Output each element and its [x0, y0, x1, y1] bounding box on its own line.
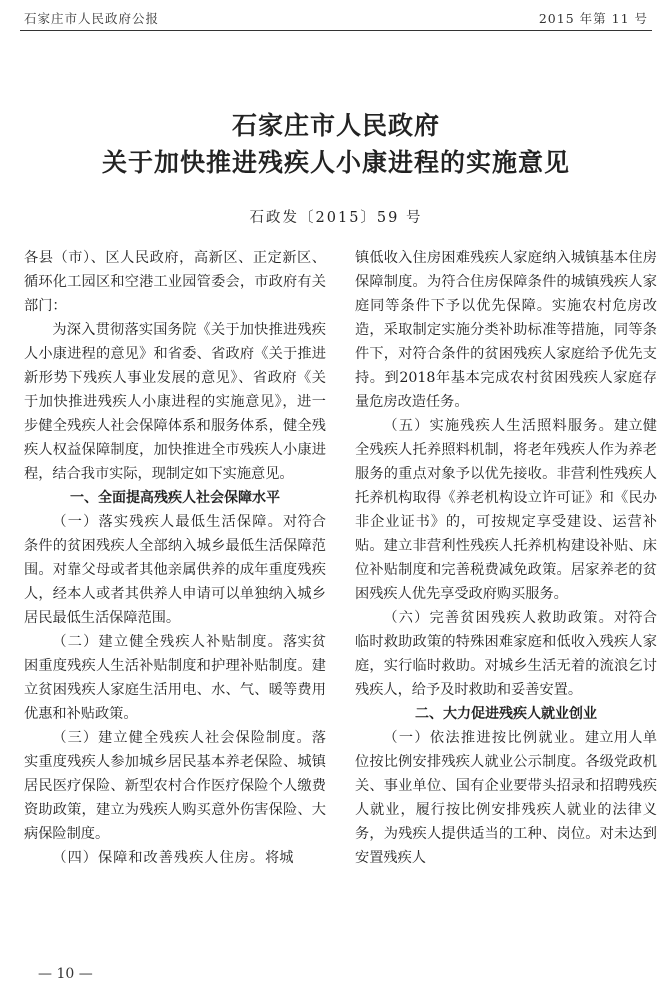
item4-text: 将城 [265, 850, 294, 866]
item3-lead: （三）建立健全残疾人社会保险制度。 [52, 730, 312, 746]
left-column [24, 246, 326, 870]
page-number: — 10 — [38, 966, 93, 982]
document-title-line2: 关于加快推进残疾人小康进程的实施意见 [101, 148, 570, 177]
item5-lead: （五）实施残疾人生活照料服务。 [383, 418, 615, 434]
item3-paragraph [24, 726, 326, 846]
item5-text: 建立健全残疾人托养照料机制，将老年残疾人作为养老服务的重点对象予以优先接收。非营利性残疾人托养机构取得《养老机构设立许可证》和《民办非企业证书》的，可按规定享受建设、运营补贴。建立非营利性残疾人托养机构建设补贴、床位补贴制度和完善税费减免政策。居家养老的贫困残疾人优先享受政府购买服务。 [355, 418, 657, 602]
section1-heading: 一、全面提高残疾人社会保障水平 [70, 490, 280, 506]
item2-lead: （二）建立健全残疾人补贴制度。 [52, 634, 284, 650]
item7-text: 建立用人单位按比例安排残疾人就业公示制度。各级党政机关、事业单位、国有企业要带头招录和招聘残疾人就业，履行按比例安排残疾人就业的法律义务，为残疾人提供适当的工种、岗位。对未达到安置残疾人 [355, 730, 657, 866]
item7-lead: （一）依法推进按比例就业。 [383, 730, 585, 746]
right-column [355, 246, 657, 870]
item3-text: 落实重度残疾人参加城乡居民基本养老保险、城镇居民医疗保险、新型农村合作医疗保险个人缴费资助政策，建立为残疾人购买意外伤害保险、大病保险制度。 [24, 730, 326, 842]
item1-paragraph [24, 510, 326, 630]
salutation: 各县（市）、区人民政府，高新区、正定新区、循环化工园区和空港工业园管委会，市政府有关部门： [24, 250, 326, 314]
item2-text: 落实贫困重度残疾人生活补贴制度和护理补贴制度。建立贫困残疾人家庭生活用电、水、气、暖等费用优惠和补贴政策。 [24, 634, 326, 722]
item4-lead: （四）保障和改善残疾人住房。 [52, 850, 266, 866]
section2-heading: 二、大力促进残疾人就业创业 [415, 706, 597, 722]
item1-text: 对符合条件的贫困残疾人全部纳入城乡最低生活保障范围。对靠父母或者其他亲属供养的成年重度残疾人，经本人或者其供养人申请可以单独纳入城乡居民最低生活保障范围。 [24, 514, 326, 626]
item6-paragraph [355, 606, 657, 702]
document-number: 石政发〔2015〕59 号 [249, 210, 423, 226]
item6-text: 对符合临时救助政策的特殊困难家庭和低收入残疾人家庭，实行临时救助。对城乡生活无着的流浪乞讨残疾人，给予及时救助和妥善安置。 [355, 610, 657, 698]
item7-paragraph [355, 726, 657, 870]
publication-name: 石家庄市人民政府公报 [24, 11, 160, 26]
page-header [20, 8, 652, 31]
item6-lead: （六）完善贫困残疾人救助政策。 [383, 610, 615, 626]
document-title-line1: 石家庄市人民政府 [231, 111, 440, 140]
item1-lead: （一）落实残疾人最低生活保障。 [52, 514, 284, 530]
intro-paragraph: 为深入贯彻落实国务院《关于加快推进残疾人小康进程的意见》和省委、省政府《关于推进新形势下残疾人事业发展的意见》、省政府《关于加快推进残疾人小康进程的实施意见》，进一步健全残疾人社会保障体系和服务体系，健全残疾人权益保障制度，加快推进全市残疾人小康进程，结合我市实际，现制定如下实施意见。 [24, 322, 326, 482]
item2-paragraph [24, 630, 326, 726]
continued-paragraph: 镇低收入住房困难残疾人家庭纳入城镇基本住房保障制度。为符合住房保障条件的城镇残疾人家庭同等条件下予以优先保障。实施农村危房改造，采取制定实施分类补助标准等措施，同等条件下，对符合条件的贫困残疾人家庭给予优先支持。到2018年基本完成农村贫困残疾人家庭存量危房改造任务。 [355, 250, 657, 410]
issue-number: 2015 年第 11 号 [538, 11, 648, 26]
item5-paragraph [355, 414, 657, 606]
item4-paragraph [24, 846, 326, 870]
